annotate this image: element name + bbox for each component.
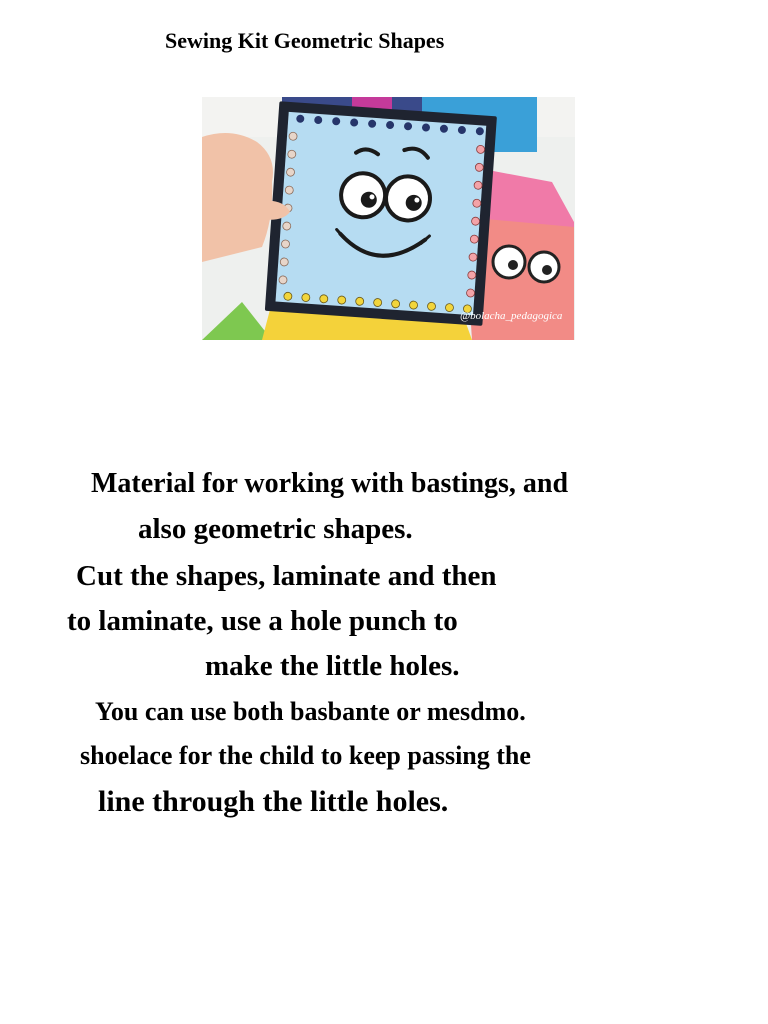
page-title: Sewing Kit Geometric Shapes [165, 28, 445, 53]
body-line-5: make the little holes. [205, 650, 460, 682]
body-line-2: also geometric shapes. [138, 513, 413, 545]
body-line-3: Cut the shapes, laminate and then [76, 560, 497, 592]
photo-watermark: @bolacha_pedagogica [460, 310, 563, 322]
lacing-card-photo [202, 97, 575, 340]
body-line-4: to laminate, use a hole punch to [67, 605, 458, 637]
body-line-1: Material for working with bastings, and [91, 468, 569, 499]
body-line-7: shoelace for the child to keep passing the [80, 741, 531, 770]
body-line-8: line through the little holes. [98, 785, 449, 818]
body-line-6: You can use both basbante or mesdmo. [95, 697, 526, 726]
